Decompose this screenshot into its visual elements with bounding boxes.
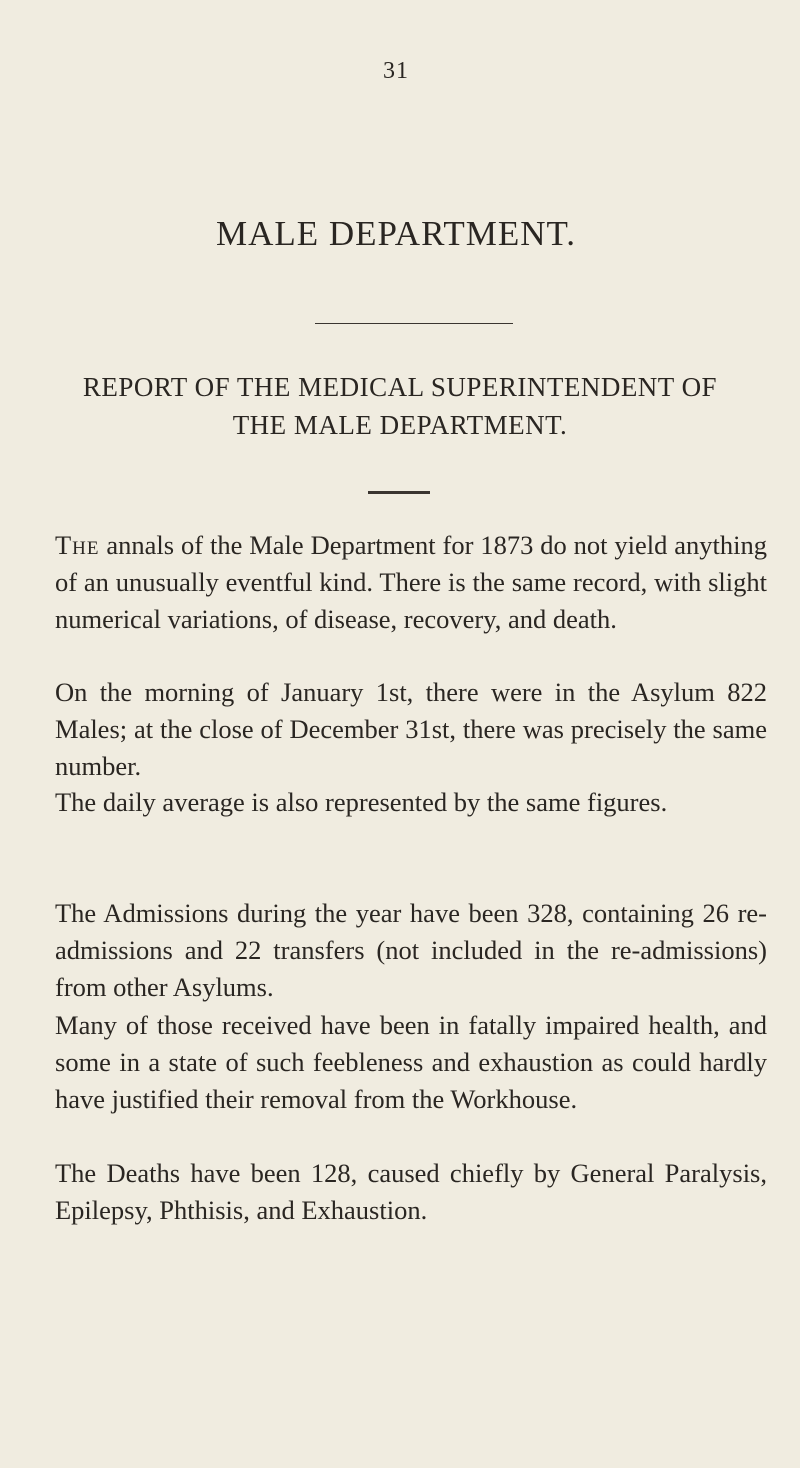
paragraph-annals [55, 527, 767, 638]
heading-divider [368, 491, 430, 494]
report-heading-line-1: REPORT OF THE MEDICAL SUPERINTENDENT OF [82, 372, 718, 402]
paragraph-census: On the morning of January 1st, there were in the Asylum 822 Males; at the close of December 31st, there was precisely the same number. [55, 677, 767, 781]
paragraph-deaths: The Deaths have been 128, caused chiefly by General Paralysis, Epilepsy, Phthisis, and Exhaustion. [55, 1158, 767, 1225]
report-heading [0, 368, 800, 444]
page-number: 31 [383, 58, 409, 84]
paragraph-health: Many of those received have been in fatally impaired health, and some in a state of such feebleness and exhaustion as could hardly have justified their removal from the Workhouse. [55, 1010, 767, 1114]
paragraph-daily-average: The daily average is also represented by the same figures. [55, 787, 668, 817]
page-title: MALE DEPARTMENT. [215, 214, 577, 253]
report-heading-line-2: THE MALE DEPARTMENT. [232, 410, 568, 440]
paragraph-admissions: The Admissions during the year have been 328, containing 26 re-admissions and 22 transfers (not included in the re-admissions) from other Asylums. [55, 898, 767, 1002]
paragraph-text: annals of the Male Department for 1873 do not yield anything of an unusually eventful kind. There is the same record, with slight numerical variations, of disease, recovery, and death. [55, 530, 767, 634]
paragraph-lead-word: The [55, 530, 100, 560]
title-divider [315, 323, 513, 324]
